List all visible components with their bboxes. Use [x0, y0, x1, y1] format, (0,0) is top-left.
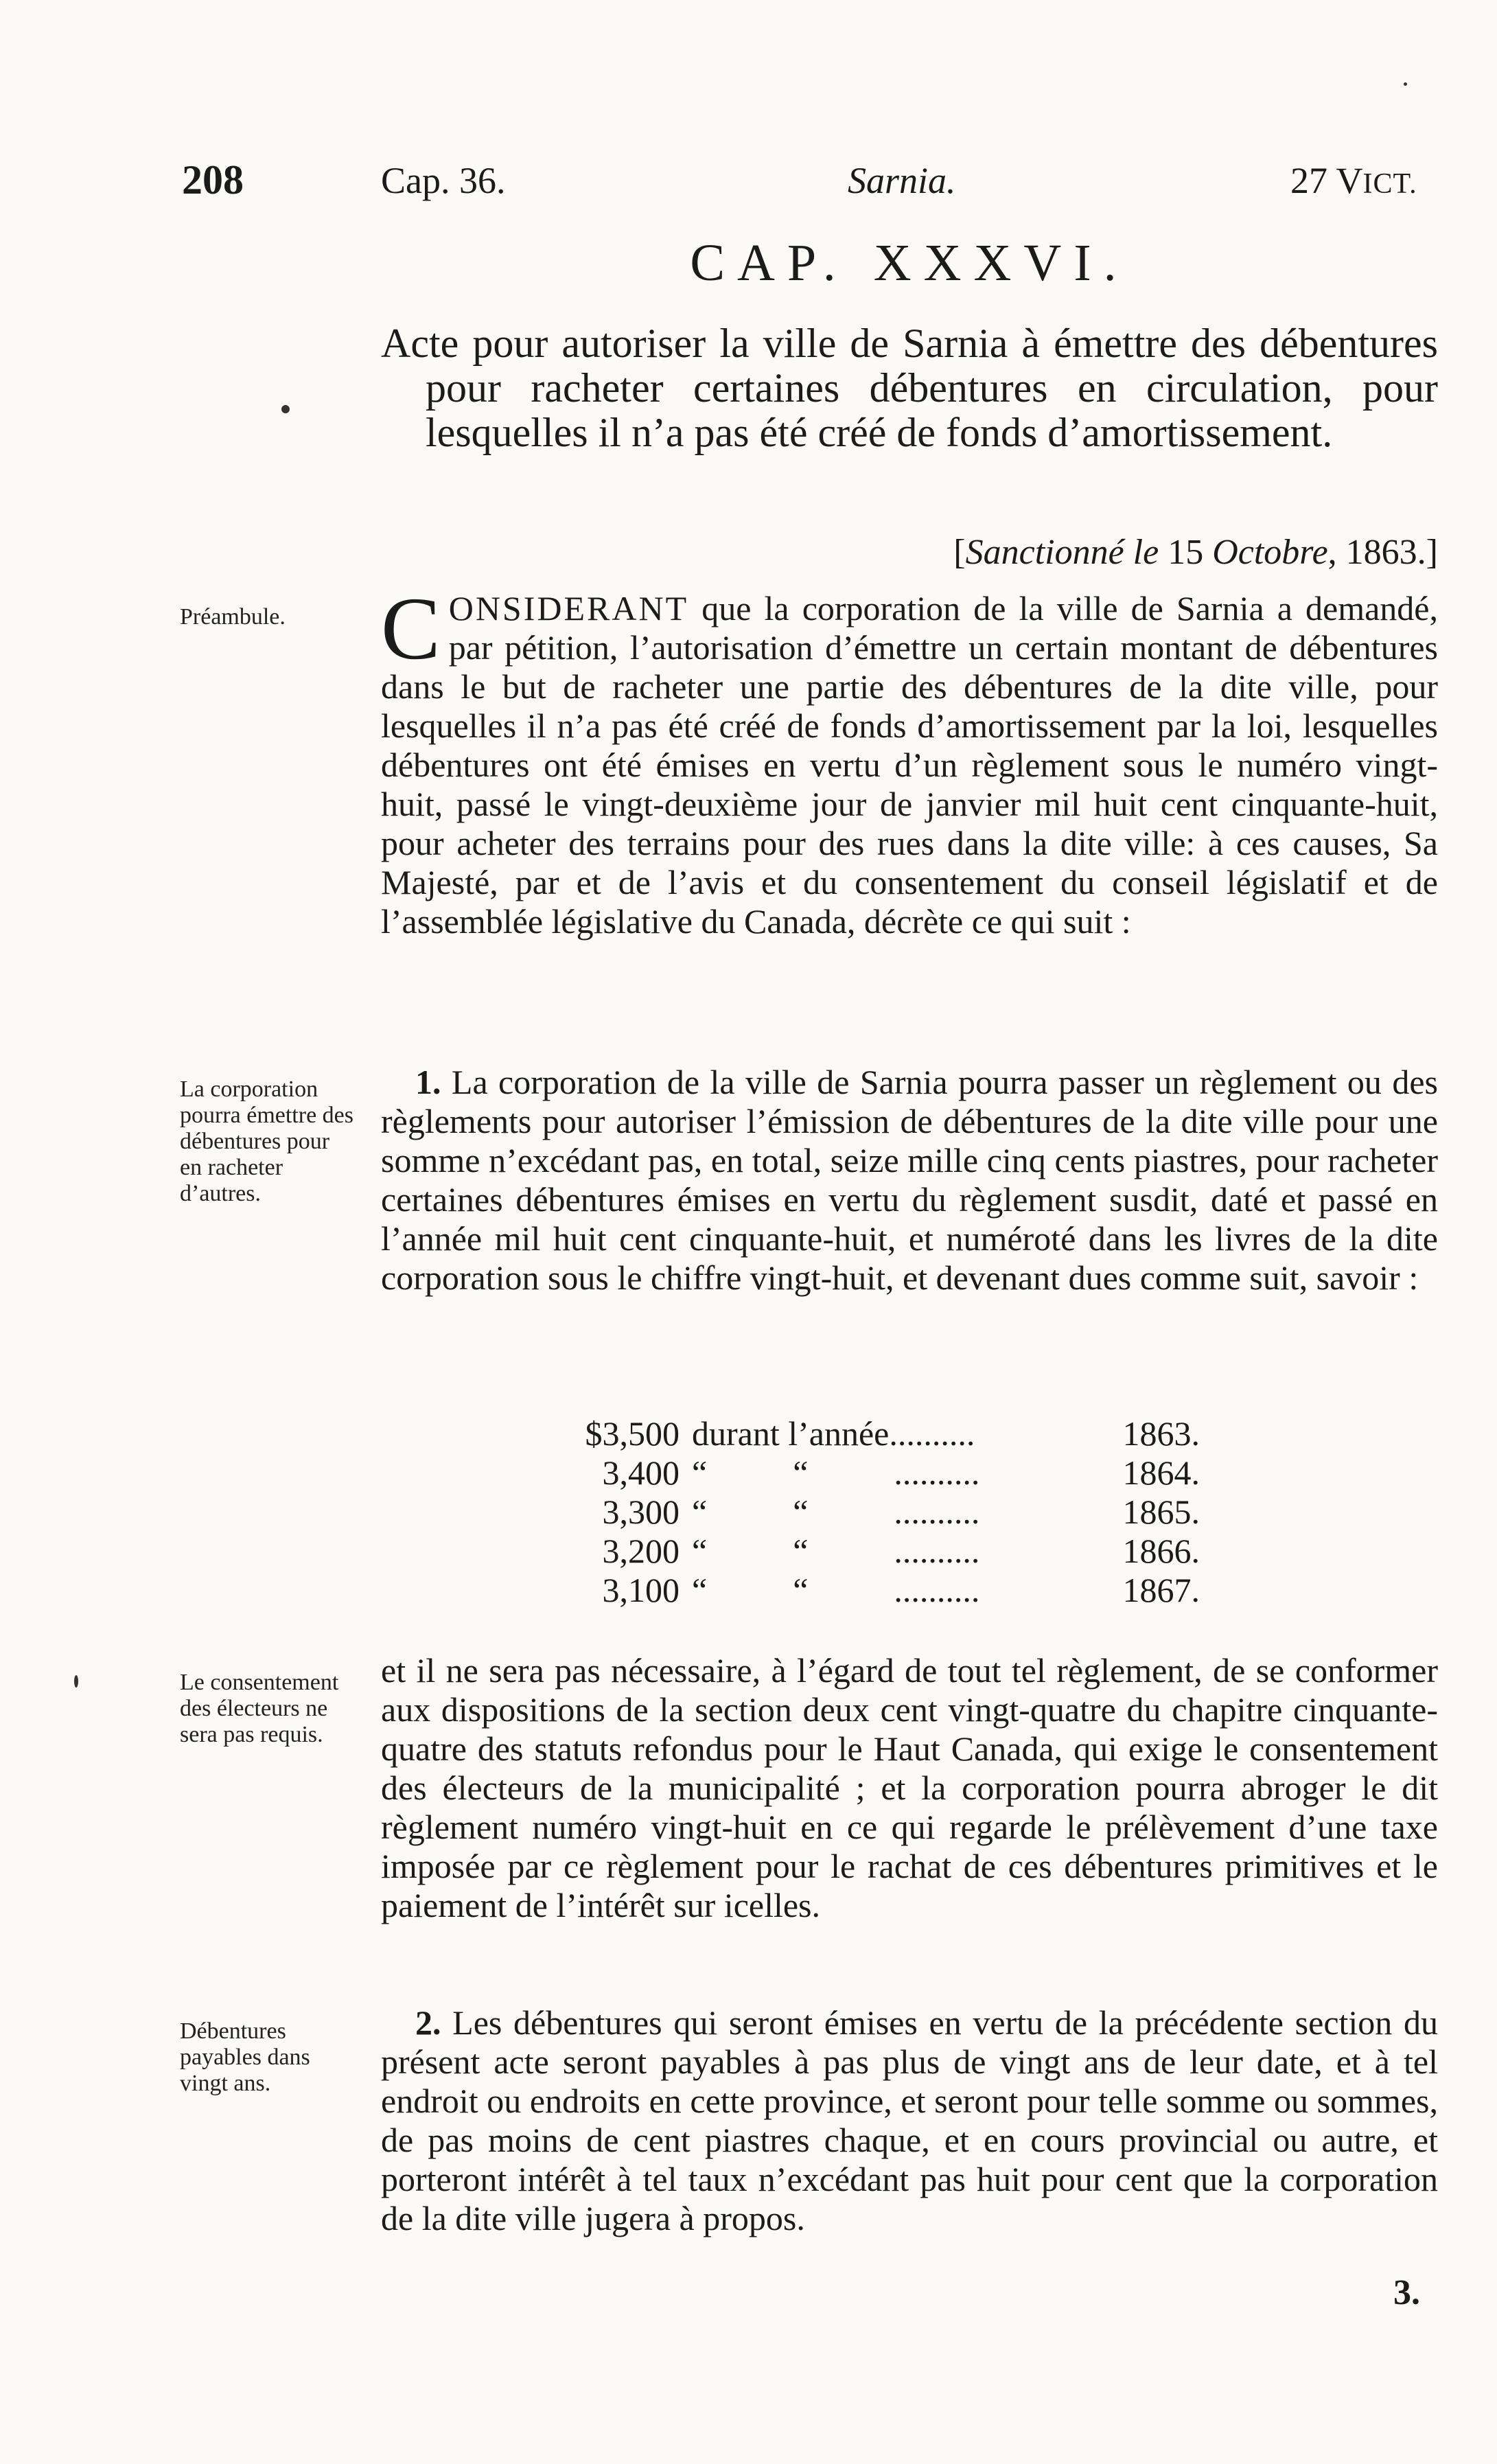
margin-note-consent: Le consentement des électeurs ne sera pas requis.	[180, 1670, 339, 1747]
regnal-year	[1290, 159, 1417, 202]
payment-row	[556, 1493, 1200, 1532]
payment-label: “ “ ..........	[692, 1493, 980, 1531]
scan-speck	[74, 1675, 78, 1688]
payment-amount: 3,200	[602, 1532, 680, 1570]
payment-row	[556, 1453, 1200, 1493]
section-1-number: 1.	[415, 1063, 441, 1101]
payment-amount: 3,300	[602, 1493, 680, 1531]
catchword: 3.	[1393, 2273, 1420, 2312]
payment-schedule	[556, 1414, 1200, 1610]
running-header	[0, 157, 1497, 211]
section-2-paragraph	[381, 2003, 1438, 2238]
regnal-year-suffix: ICT.	[1362, 168, 1417, 200]
scan-speck	[281, 405, 290, 413]
section-1-text: La corporation de la ville de Sarnia pourra passer un règlement ou des règlements pour autoriser l’émission de débentures de la dite ville pour une somme n’excédant pas, en total, seize mille cinq cents piastres, pour racheter certaines débentures émises en vertu du règlement susdit, daté et passé en l’année mil huit cent cinquante-huit, et numéroté dans les livres de la dite corporation sous le chiffre vingt-huit, et devenant dues comme suit, savoir :	[381, 1063, 1438, 1297]
payment-label: durant l’année..........	[692, 1414, 975, 1453]
payment-label: “ “ ..........	[692, 1571, 980, 1609]
section-2-number: 2.	[415, 2003, 441, 2042]
chapter-short: Cap. 36.	[381, 160, 506, 201]
sanction-open: [	[953, 533, 966, 572]
sanction-year: , 1863.]	[1327, 533, 1438, 572]
payment-row	[556, 1571, 1200, 1610]
section-1-continuation: et il ne sera pas nécessaire, à l’égard de tout tel règlement, de se conformer aux dispositions de la section deux cent vingt-quatre du chapitre cinquante-quatre des statuts refondus pour le Haut Canada, qui exige le consentement des électeurs de la municipalité ; et la corporation pourra abroger le dit règlement numéro vingt-huit en ce qui regarde le prélèvement d’une taxe imposée par ce règlement pour le rachat de ces débentures primitives et le paiement de l’intérêt sur icelles.	[381, 1651, 1438, 1924]
sanction-word: Sanctionné le	[965, 533, 1159, 572]
chapter-heading: CAP. XXXVI.	[690, 234, 1129, 292]
payment-year: 1866.	[1122, 1532, 1200, 1570]
payment-label: “ “ ..........	[692, 1453, 980, 1492]
margin-note-corporation: La corporation pourra émettre des débentures pour en racheter d’autres.	[180, 1076, 353, 1206]
preamble-text: que la corporation de la ville de Sarnia a demandé, par pétition, l’autorisation d’émettre un certain montant de débentures dans le but de racheter une partie des débentures de la dite ville, pour lesquelles il n’a pas été créé de fonds d’amortissement par la loi, lesquelles débentures ont été émises en vertu d’un règlement sous le numéro vingt-huit, passé le vingt-deuxième jour de janvier mil huit cent cinquante-huit, pour acheter des terrains pour des rues dans la dite ville: à ces causes, Sa Majesté, par et de l’avis et du consentement du conseil législatif et de l’assemblée législative du Canada, décrète ce qui suit :	[381, 589, 1438, 941]
payment-year: 1863.	[1122, 1414, 1200, 1453]
scan-speck	[1404, 82, 1407, 86]
margin-note-payable: Débentures payables dans vingt ans.	[180, 2018, 310, 2096]
regnal-year-prefix: 27 V	[1290, 160, 1363, 201]
act-title: Acte pour autoriser la ville de Sarnia à émettre des débentures pour racheter certaines débentures en circulation, pour lesquelles il n’a pas été créé de fonds d’amortissement.	[381, 321, 1438, 455]
payment-table	[556, 1414, 1200, 1610]
page-number: 208	[182, 157, 244, 203]
sanction-line	[381, 532, 1438, 573]
section-1-paragraph	[381, 1063, 1438, 1298]
sanction-day: 15	[1159, 533, 1213, 572]
preamble-paragraph	[381, 579, 1438, 941]
payment-amount: 3,400	[602, 1453, 680, 1492]
payment-amount: $3,500	[585, 1414, 680, 1453]
payment-amount: 3,100	[602, 1571, 680, 1609]
payment-year: 1864.	[1122, 1453, 1200, 1492]
running-title: Sarnia.	[848, 160, 956, 201]
margin-note-preamble: Préambule.	[180, 604, 286, 630]
preamble-lead: ONSIDERANT	[448, 589, 689, 627]
section-2-text: Les débentures qui seront émises en vertu de la précédente section du présent acte seront payables à pas plus de vingt ans de leur date, et à tel endroit ou endroits en cette province, et seront pour telle somme ou sommes, de pas moins de cent piastres chaque, et en cours provincial ou autre, et porteront intérêt à tel taux n’excédant pas huit pour cent que la corporation de la dite ville jugera à propos.	[381, 2003, 1438, 2237]
drop-cap: C	[381, 579, 441, 678]
payment-year: 1865.	[1122, 1493, 1200, 1531]
payment-year: 1867.	[1122, 1571, 1200, 1609]
payment-row	[556, 1414, 1200, 1453]
payment-label: “ “ ..........	[692, 1532, 980, 1570]
sanction-month: Octobre	[1212, 533, 1328, 572]
payment-row	[556, 1532, 1200, 1571]
